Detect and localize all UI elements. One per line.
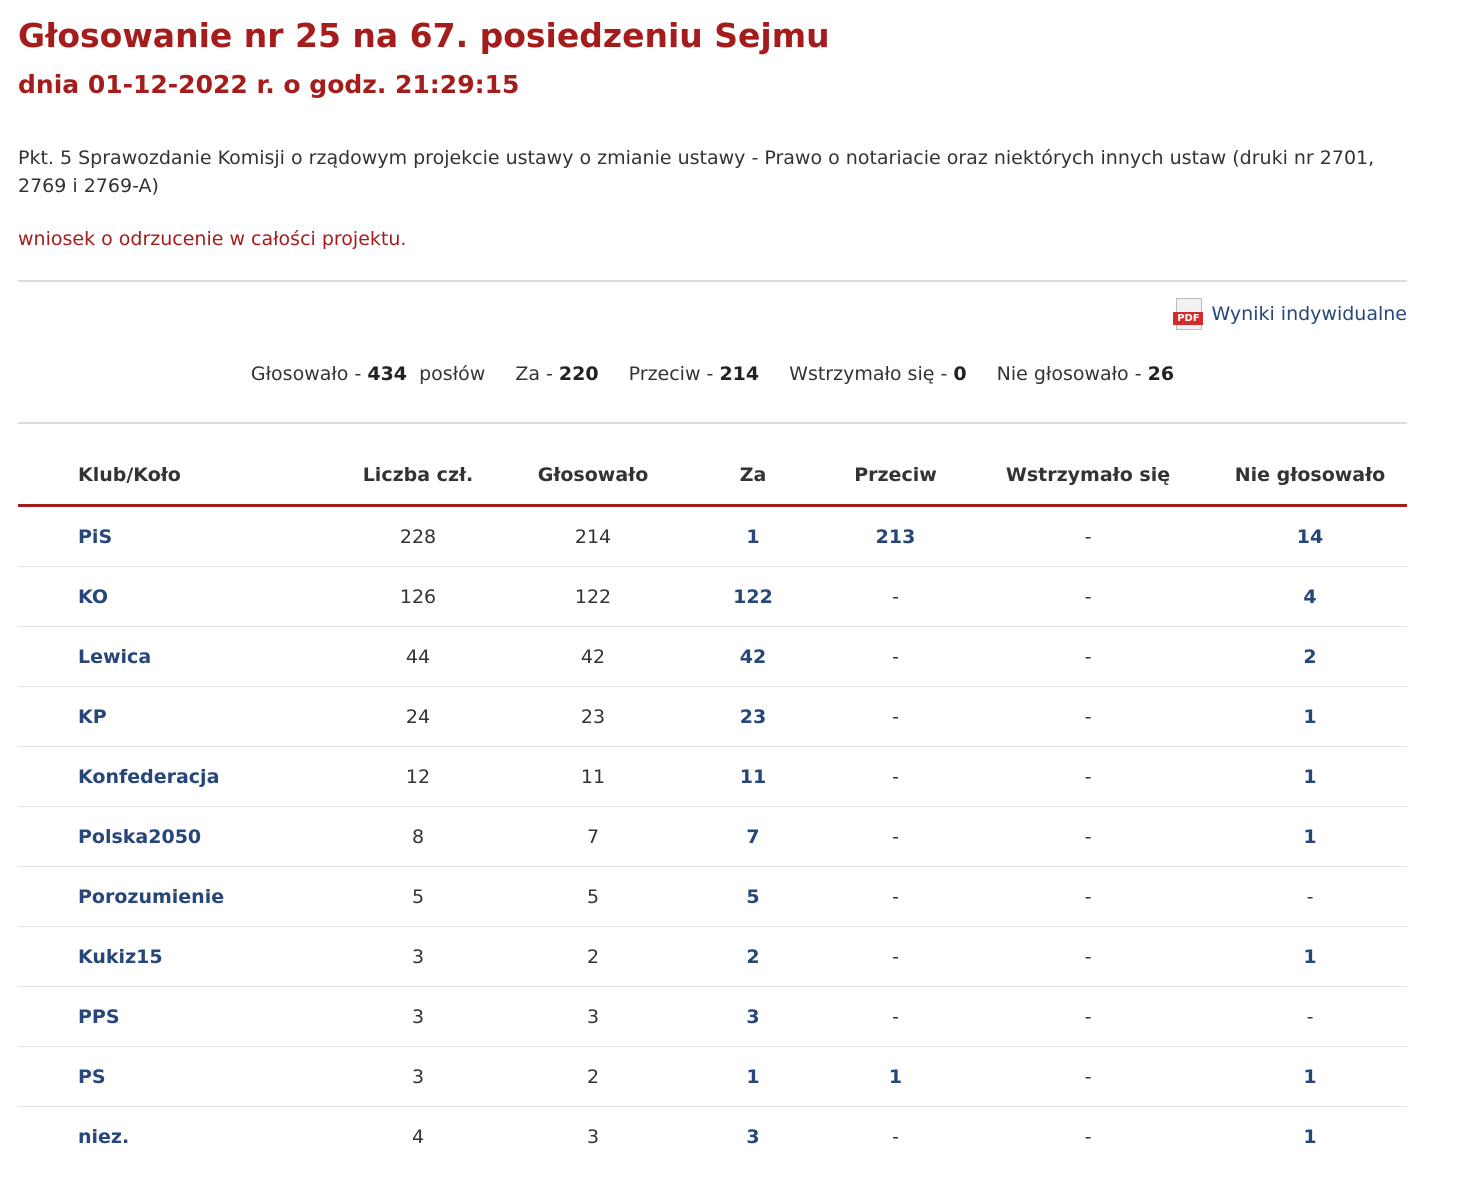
cell-club: [18, 747, 328, 807]
column-header-not-voted: Nie głosowało: [1213, 446, 1407, 506]
cell-club: [18, 867, 328, 927]
cell-voted: 5: [508, 867, 678, 927]
cell-not-voted: [1213, 687, 1407, 747]
results-table-body: [18, 506, 1407, 1167]
summary-against-label: Przeciw -: [628, 363, 720, 385]
table-row: [18, 1107, 1407, 1167]
cell-against: -: [828, 747, 963, 807]
cell-against: -: [828, 567, 963, 627]
cell-not-voted: [1213, 1047, 1407, 1107]
cell-not-voted: [1213, 927, 1407, 987]
club-link[interactable]: PiS: [78, 525, 113, 548]
page-title: Głosowanie nr 25 na 67. posiedzeniu Sejmu: [18, 16, 830, 55]
table-row: [18, 1047, 1407, 1107]
summary-for: [515, 363, 598, 385]
cell-not-voted: -: [1213, 867, 1407, 927]
cell-for: [678, 747, 828, 807]
summary-for-value: 220: [558, 363, 599, 385]
cell-against: [828, 506, 963, 567]
cell-abstained: -: [963, 987, 1213, 1047]
cell-against: [828, 1047, 963, 1107]
club-link[interactable]: Porozumienie: [78, 885, 225, 908]
for-count-link[interactable]: 2: [746, 945, 760, 968]
for-count-link[interactable]: 11: [739, 765, 767, 788]
cell-for: [678, 687, 828, 747]
column-header-members: Liczba czł.: [328, 446, 508, 506]
summary-against-value: 214: [719, 363, 760, 385]
cell-members: 5: [328, 867, 508, 927]
summary-voted: [251, 363, 485, 385]
cell-against: -: [828, 867, 963, 927]
table-row: [18, 867, 1407, 927]
cell-club: [18, 567, 328, 627]
cell-for: [678, 867, 828, 927]
not-voted-count-link[interactable]: 2: [1303, 645, 1317, 668]
cell-for: [678, 987, 828, 1047]
pdf-icon: [1173, 298, 1203, 330]
pdf-icon-label: PDF: [1173, 312, 1203, 325]
cell-club: [18, 1107, 328, 1167]
cell-against: -: [828, 807, 963, 867]
cell-against: -: [828, 927, 963, 987]
cell-members: 126: [328, 567, 508, 627]
cell-voted: 11: [508, 747, 678, 807]
column-header-voted: Głosowało: [508, 446, 678, 506]
cell-not-voted: [1213, 627, 1407, 687]
club-link[interactable]: PS: [78, 1065, 106, 1088]
cell-club: [18, 927, 328, 987]
summary-voted-label: Głosowało -: [250, 363, 368, 385]
cell-not-voted: -: [1213, 987, 1407, 1047]
club-link[interactable]: KP: [78, 705, 107, 728]
cell-for: [678, 807, 828, 867]
for-count-link[interactable]: 3: [746, 1125, 760, 1148]
summary-voted-unit: posłów: [419, 363, 486, 385]
cell-abstained: -: [963, 627, 1213, 687]
club-link[interactable]: Konfederacja: [78, 765, 220, 788]
cell-voted: 2: [508, 1047, 678, 1107]
cell-not-voted: [1213, 747, 1407, 807]
individual-results-link[interactable]: [1173, 298, 1407, 330]
table-row: [18, 807, 1407, 867]
cell-voted: 7: [508, 807, 678, 867]
column-header-for: Za: [678, 446, 828, 506]
cell-club: [18, 987, 328, 1047]
club-link[interactable]: PPS: [78, 1005, 120, 1028]
club-link[interactable]: KO: [78, 585, 109, 608]
cell-abstained: -: [963, 867, 1213, 927]
cell-voted: 2: [508, 927, 678, 987]
for-count-link[interactable]: 42: [739, 645, 767, 668]
for-count-link[interactable]: 7: [746, 825, 760, 848]
cell-voted: 3: [508, 987, 678, 1047]
summary-against: [629, 363, 759, 385]
summary-abstained-label: Wstrzymało się -: [789, 363, 954, 385]
cell-abstained: -: [963, 567, 1213, 627]
divider: [18, 422, 1407, 424]
cell-abstained: -: [963, 1047, 1213, 1107]
for-count-link[interactable]: 1: [746, 1065, 760, 1088]
cell-against: -: [828, 627, 963, 687]
motion-text: wniosek o odrzucenie w całości projektu.: [18, 228, 407, 250]
club-link[interactable]: Lewica: [78, 645, 152, 668]
summary-for-label: Za -: [515, 363, 559, 385]
table-row: [18, 506, 1407, 567]
cell-for: [678, 567, 828, 627]
cell-abstained: -: [1084, 1125, 1092, 1148]
cell-for: [678, 627, 828, 687]
cell-members: 4: [411, 1125, 425, 1148]
cell-members: 44: [328, 627, 508, 687]
summary-not-voted-label: Nie głosowało -: [996, 363, 1148, 385]
table-header-row: [18, 446, 1407, 506]
cell-for: [678, 1107, 828, 1167]
table-row: [18, 687, 1407, 747]
column-header-club: Klub/Koło: [18, 446, 328, 506]
cell-club: [18, 687, 328, 747]
cell-against: -: [828, 687, 963, 747]
cell-members: 8: [328, 807, 508, 867]
for-count-link[interactable]: 23: [739, 705, 767, 728]
not-voted-count-link[interactable]: 1: [1303, 825, 1317, 848]
not-voted-count-link[interactable]: 14: [1296, 525, 1324, 548]
cell-abstained: -: [963, 687, 1213, 747]
summary-abstained-value: 0: [953, 363, 967, 385]
not-voted-count-link[interactable]: 1: [1303, 1125, 1317, 1148]
table-row: [18, 627, 1407, 687]
table-row: [18, 747, 1407, 807]
cell-for: [678, 927, 828, 987]
cell-members: 12: [328, 747, 508, 807]
cell-club: [18, 807, 328, 867]
cell-members: 3: [328, 987, 508, 1047]
summary-not-voted-value: 26: [1147, 363, 1175, 385]
cell-abstained: -: [963, 747, 1213, 807]
cell-voted: 214: [508, 506, 678, 567]
cell-abstained: -: [963, 927, 1213, 987]
results-table: [18, 446, 1407, 1166]
not-voted-count-link[interactable]: 1: [1303, 945, 1317, 968]
agenda-description: Pkt. 5 Sprawozdanie Komisji o rządowym projekcie ustawy o zmianie ustawy - Prawo o notariacie oraz niektórych innych ustaw (druki nr 2701, 2769 i 2769-A): [18, 147, 1375, 197]
cell-members: 24: [328, 687, 508, 747]
cell-voted: 3: [586, 1125, 600, 1148]
not-voted-count-link[interactable]: 1: [1303, 765, 1317, 788]
club-link[interactable]: Polska2050: [78, 825, 202, 848]
for-count-link[interactable]: 122: [733, 585, 773, 608]
vote-summary: [18, 363, 1407, 385]
cell-club: [18, 506, 328, 567]
club-link[interactable]: Kukiz15: [78, 945, 163, 968]
not-voted-count-link[interactable]: 4: [1303, 585, 1317, 608]
not-voted-count-link[interactable]: 1: [1303, 705, 1317, 728]
cell-members: 3: [328, 927, 508, 987]
summary-voted-value: 434: [367, 363, 408, 385]
cell-abstained: -: [963, 506, 1213, 567]
cell-against: -: [828, 987, 963, 1047]
for-count-link[interactable]: 5: [746, 885, 760, 908]
summary-abstained: [789, 363, 966, 385]
for-count-link[interactable]: 1: [746, 525, 760, 548]
table-row: [18, 927, 1407, 987]
cell-members: 3: [328, 1047, 508, 1107]
column-header-against: Przeciw: [828, 446, 963, 506]
cell-not-voted: [1213, 567, 1407, 627]
cell-voted: 23: [508, 687, 678, 747]
cell-members: 228: [328, 506, 508, 567]
cell-club: [18, 627, 328, 687]
summary-not-voted: [997, 363, 1174, 385]
cell-voted: 42: [508, 627, 678, 687]
cell-abstained: -: [963, 807, 1213, 867]
for-count-link[interactable]: 3: [746, 1005, 760, 1028]
against-count-link[interactable]: 213: [875, 525, 916, 548]
against-count-link[interactable]: 1: [888, 1065, 903, 1088]
vote-datetime: dnia 01-12-2022 r. o godz. 21:29:15: [18, 70, 520, 99]
divider: [18, 280, 1407, 282]
cell-club: [18, 1047, 328, 1107]
cell-for: [678, 1047, 828, 1107]
cell-not-voted: [1213, 807, 1407, 867]
cell-voted: 122: [508, 567, 678, 627]
individual-results-label: Wyniki indywidualne: [1211, 303, 1407, 325]
club-link[interactable]: niez.: [78, 1125, 130, 1148]
column-header-abstained: Wstrzymało się: [963, 446, 1213, 506]
cell-for: [678, 506, 828, 567]
cell-not-voted: [1213, 1107, 1407, 1167]
cell-against: -: [892, 1125, 899, 1148]
table-row: [18, 567, 1407, 627]
not-voted-count-link[interactable]: 1: [1303, 1065, 1317, 1088]
table-row: [18, 987, 1407, 1047]
cell-not-voted: [1213, 506, 1407, 567]
